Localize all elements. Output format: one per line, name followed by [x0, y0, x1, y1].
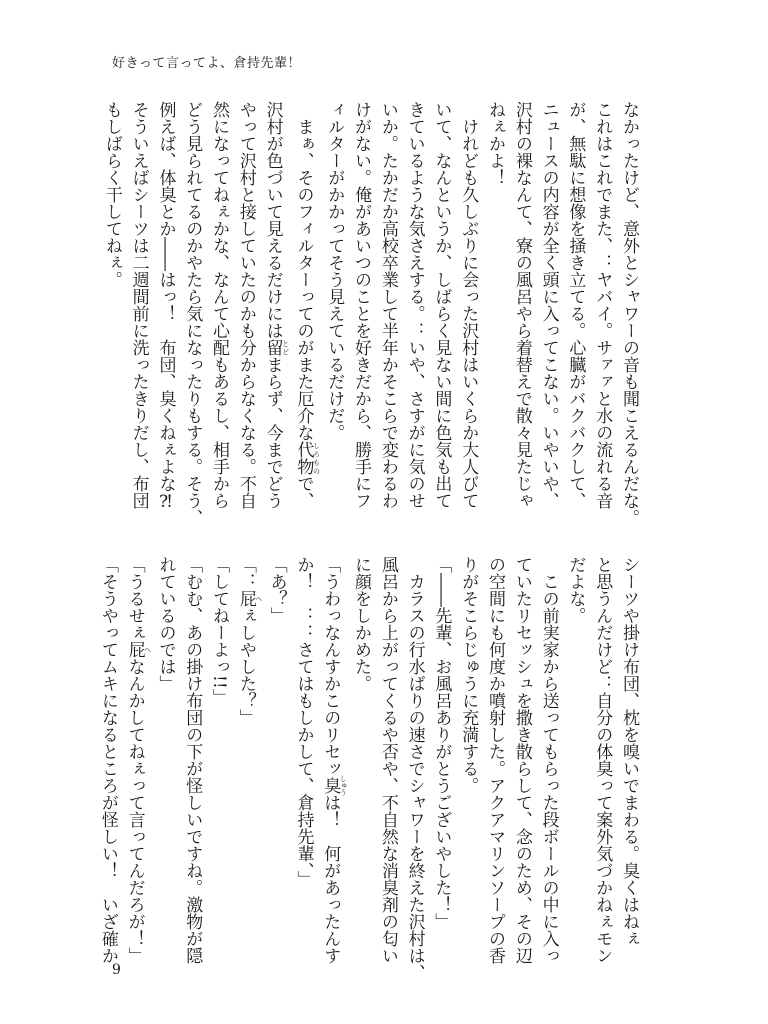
text-segment: ぇしやした？」: [235, 607, 256, 726]
text-segment: 「うわっなんすかこのリセッ: [320, 556, 341, 777]
text-column: どう見られてるのかやたら気になったりもする。そう、: [182, 101, 203, 526]
text-column: もしばらく干してねぇ。: [101, 101, 122, 288]
text-column: 「してねーよっ!!」: [209, 556, 230, 706]
ruby-base: 代物: [293, 441, 314, 475]
text-segment: まぁ、そのフィルターってのがまた厄介な: [293, 101, 314, 441]
text-column: きているような気さえする。：いや、さすがに気のせ: [404, 101, 425, 509]
text-column: ていたリセッシュを撒き散らして、念のため、その辺: [511, 556, 532, 964]
text-column: れているのでは」: [155, 556, 176, 692]
text-segment: なんかしてねぇって言ってんだろが！」: [124, 658, 145, 964]
text-column: ねぇかよ！: [485, 101, 506, 186]
text-column: いて、なんというか、しばらく見ない間に色気も出て: [431, 101, 452, 509]
text-column: カラスの行水ばりの速さでシャワーを終えた沢村は、: [404, 556, 425, 981]
text-column: 沢村の裸なんて、寮の風呂やら着替えで散々見たじゃ: [511, 101, 532, 509]
text-column: 「――先輩、お風呂ありがとうございやした！」: [431, 556, 452, 930]
ruby-reading: へ: [254, 590, 263, 607]
text-segment: 「：: [235, 556, 256, 590]
text-column: 例えば、体臭とか――はっ！ 布団、臭くねぇよな⁈: [155, 101, 176, 512]
text-column: 風呂から上がってくるや否や、不自然な消臭剤の匂い: [377, 556, 398, 964]
text-column: ィルターがかかってそう見えているだけだ。: [324, 101, 345, 441]
ruby-reading: しゅう: [339, 775, 348, 796]
text-segment: まらず、今までどう: [262, 356, 283, 509]
ruby-base: 臭: [320, 775, 341, 796]
text-column: 然になってねぇかな、なんて心配もあるし、相手から: [209, 101, 230, 509]
ruby-word: [235, 590, 263, 607]
text-column: [290, 101, 321, 521]
ruby-base: 留: [262, 339, 283, 356]
page-number: 9: [112, 962, 121, 978]
text-column: [259, 101, 290, 521]
text-tier-top: [101, 101, 642, 526]
text-column: 「あ？」: [266, 556, 287, 624]
text-column: 「そうやってムキになるところが怪しい！ いざ確か: [97, 556, 118, 964]
ruby-reading: とど: [281, 339, 290, 356]
ruby-base: 屁: [235, 590, 256, 607]
text-column: [316, 556, 347, 976]
ruby-reading: へ: [143, 641, 152, 658]
text-segment: 沢村が色づいて見えるだけには: [262, 101, 283, 339]
text-column: シーツや掛け布団、枕を嗅いでまわる。臭くはねぇ: [619, 556, 639, 947]
ruby-word: [320, 775, 348, 796]
text-column: ニュースの内容が全く頭に入ってこない。いやいや、: [538, 101, 559, 509]
text-column: か！ ：：さてはもしかして、倉持先輩、」: [293, 556, 314, 888]
text-column: だよな。: [565, 556, 586, 624]
text-column: [232, 556, 263, 976]
text-column: やって沢村と接していたのかも分からなくなる。不自: [235, 101, 256, 509]
text-column: そういえばシーツは二週間前に洗ったきりだし、布団: [128, 101, 149, 509]
ruby-word: [262, 339, 290, 356]
ruby-word: [293, 441, 321, 475]
running-header: 好きって言ってよ、倉持先輩！: [112, 56, 302, 71]
ruby-word: [124, 641, 152, 658]
text-column: と思うんだけど：自分の体臭って案外気づかねぇモン: [592, 556, 613, 964]
text-column: けれども久しぶりに会った沢村はいくらか大人びて: [458, 101, 479, 509]
ruby-reading: しろもの: [312, 441, 321, 475]
text-column: この前実家から送ってもらった段ボールの中に入っ: [538, 556, 559, 964]
text-segment: 「うるせぇ: [124, 556, 145, 641]
text-column: [121, 556, 152, 976]
text-column: いか。たかだか高校卒業して半年かそこらで変わるわ: [377, 101, 398, 509]
text-column: なかったけど、意外とシャワーの音も聞こえるんだな。: [619, 101, 639, 526]
text-column: に顔をしかめた。: [351, 556, 372, 692]
text-column: 「むむ、あの掛け布団の下が怪しいですね。激物が隠: [182, 556, 203, 964]
text-column: の空間にも何度か噴射した。アクアマリンソープの香: [485, 556, 506, 964]
text-segment: は！ 何があったんす: [320, 794, 341, 964]
text-column: けがない。俺があいつのことを好きだから、勝手にフ: [351, 101, 372, 509]
text-tier-bottom: [97, 556, 642, 981]
text-column: これはこれでまた、：ヤバイ。サァァと水の流れる音: [592, 101, 613, 509]
text-segment: で、: [293, 475, 314, 509]
text-column: が、無駄に想像を掻き立てる。心臓がバクバクして、: [565, 101, 586, 509]
text-column: りがそこらじゅうに充満する。: [458, 556, 479, 794]
ruby-base: 屁: [124, 641, 145, 658]
